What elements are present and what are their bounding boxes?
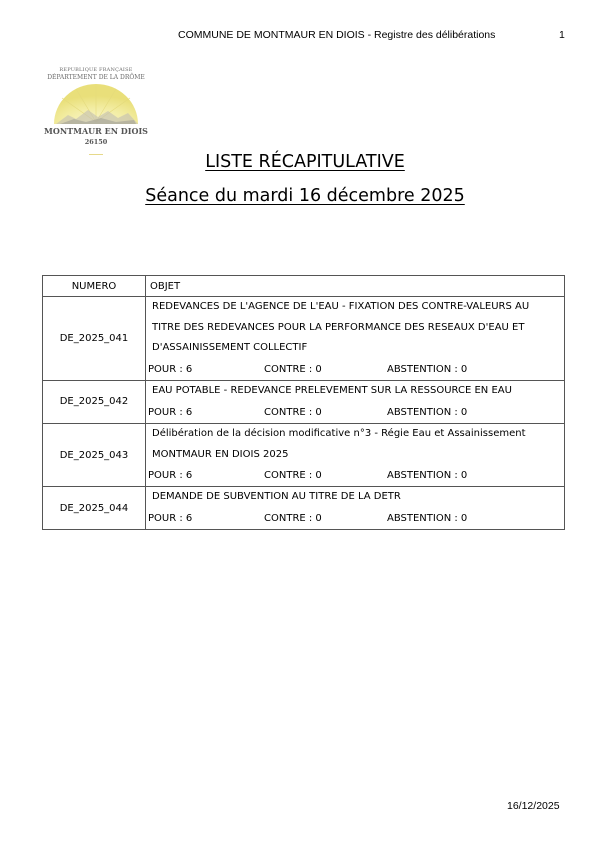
session-title: Séance du mardi 16 décembre 2025 (145, 186, 465, 206)
deliberation-number: DE_2025_044 (43, 487, 146, 530)
vote-abstention: ABSTENTION : 0 (387, 364, 468, 376)
vote-abstention: ABSTENTION : 0 (387, 470, 468, 482)
vote-contre: CONTRE : 0 (264, 512, 322, 524)
column-header-numero: NUMERO (43, 276, 146, 297)
vote-contre: CONTRE : 0 (264, 470, 322, 482)
table-row (43, 381, 565, 424)
logo-commune-name: MONTMAUR EN DIOIS (44, 126, 148, 136)
table-row (43, 423, 565, 486)
vote-pour: POUR : 6 (148, 512, 193, 524)
table-row (43, 297, 565, 381)
footer-date: 16/12/2025 (507, 800, 560, 812)
table-header-row (43, 276, 565, 297)
logo-postcode: 26150 (84, 138, 108, 146)
deliberation-object (146, 381, 565, 424)
deliberations-table (42, 275, 565, 530)
vote-abstention: ABSTENTION : 0 (387, 406, 468, 418)
column-header-objet: OBJET (146, 276, 565, 297)
vote-pour: POUR : 6 (148, 470, 193, 482)
vote-abstention: ABSTENTION : 0 (387, 512, 468, 524)
object-text: DEMANDE DE SUBVENTION AU TITRE DE LA DETR (152, 491, 401, 503)
deliberation-number: DE_2025_041 (43, 297, 146, 381)
vote-results (148, 402, 558, 423)
logo-departement: DÉPARTEMENT DE LA DRÔME (47, 74, 145, 81)
object-text: REDEVANCES DE L'AGENCE DE L'EAU - FIXATION DES CONTRE-VALEURS AU TITRE DES REDEVANCES POUR LA PERFORMANCE DES RESEAUX D'EAU ET D'ASSAINISSEMENT COLLECTIF (152, 301, 530, 354)
deliberation-object (146, 487, 565, 530)
commune-logo (40, 62, 152, 162)
sun-landscape-icon (46, 82, 146, 124)
vote-results (148, 359, 558, 380)
vote-contre: CONTRE : 0 (264, 364, 322, 376)
vote-pour: POUR : 6 (148, 364, 193, 376)
page-title: LISTE RÉCAPITULATIVE (205, 152, 405, 172)
object-text: EAU POTABLE - REDEVANCE PRELEVEMENT SUR LA RESSOURCE EN EAU (152, 385, 512, 397)
object-text: Délibération de la décision modificative n°3 - Régie Eau et Assainissement MONTMAUR EN DIOIS 2025 (152, 427, 526, 460)
deliberation-number: DE_2025_042 (43, 381, 146, 424)
logo-republique: REPUBLIQUE FRANÇAISE (59, 67, 133, 73)
vote-contre: CONTRE : 0 (264, 406, 322, 418)
vote-results (148, 508, 558, 529)
table-row (43, 487, 565, 530)
deliberation-number: DE_2025_043 (43, 423, 146, 486)
vote-results (148, 465, 558, 486)
page-number: 1 (559, 29, 565, 41)
vote-pour: POUR : 6 (148, 406, 193, 418)
document-header: COMMUNE DE MONTMAUR EN DIOIS - Registre des délibérations (178, 29, 496, 41)
deliberation-object (146, 297, 565, 381)
deliberation-object (146, 423, 565, 486)
